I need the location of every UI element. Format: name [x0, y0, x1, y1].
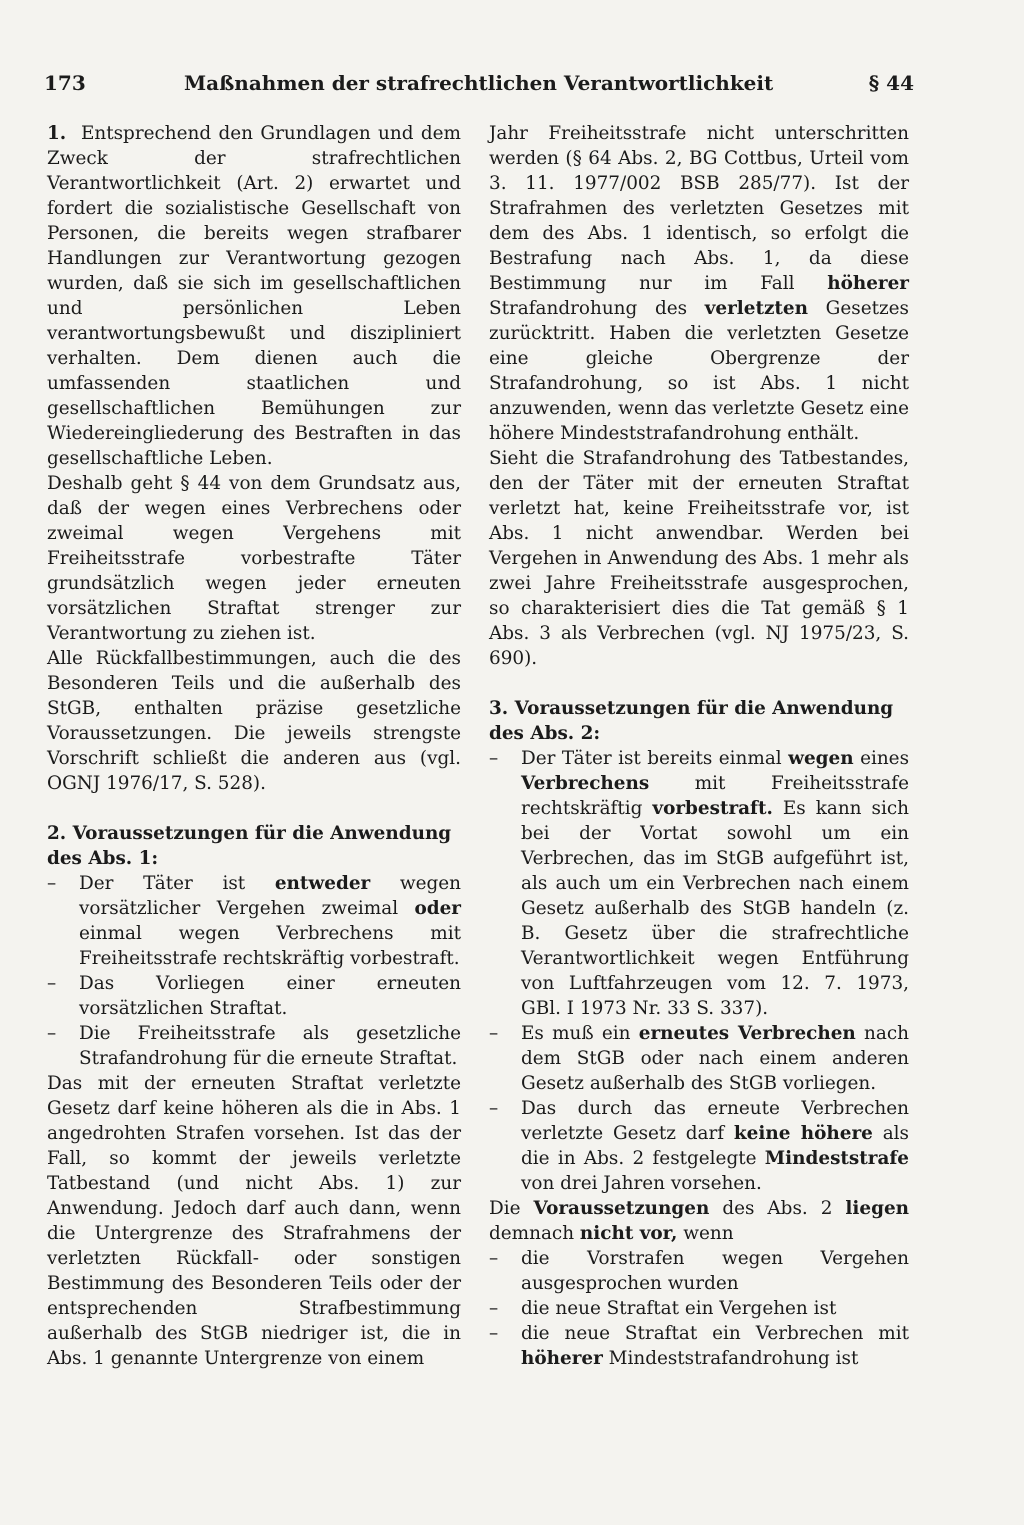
list-item: – Der Täter ist entweder wegen vorsätzlicher Vergehen zweimal oder einmal wegen Verbrechens mit Freiheitsstrafe rechtskräftig vorbestraft. [47, 873, 461, 969]
paragraph: Sieht die Strafandrohung des Tatbestandes, den der Täter mit der erneuten Straftat verletzt hat, keine Freiheitsstrafe vor, ist Abs. 1 nicht anwendbar. Werden bei Vergehen in Anwendung des Abs. 1 mehr als zwei Jahre Freiheitsstrafe ausgesprochen, so charakterisiert dies die Tat gemäß § 1 Abs. 3 als Verbrechen (vgl. NJ 1975/23, S. 690). [489, 448, 909, 669]
list-item: – Das Vorliegen einer erneuten vorsätzlichen Straftat. [47, 973, 461, 1019]
spacer [489, 671, 909, 696]
paragraph: Alle Rückfallbestimmungen, auch die des Besonderen Teils und die außerhalb des StGB, enthalten präzise gesetzliche Voraussetzungen. Die jeweils strengste Vorschrift schließt die anderen aus (vgl. OGNJ 1976/17, S. 528). [47, 648, 461, 794]
left-column [47, 121, 461, 1371]
list-item: – die Vorstrafen wegen Vergehen ausgesprochen wurden [489, 1248, 909, 1294]
running-title: Maßnahmen der strafrechtlichen Verantwortlichkeit [184, 71, 774, 95]
paragraph: Die Voraussetzungen des Abs. 2 liegen demnach nicht vor, wenn [489, 1198, 910, 1244]
section-marker: § 44 [868, 71, 914, 95]
paragraph: Jahr Freiheitsstrafe nicht unterschritten werden (§ 64 Abs. 2, BG Cottbus, Urteil vom 3. 11. 1977/002 BSB 285/77). Ist der Strafrahmen des verletzten Gesetzes mit dem des Abs. 1 identisch, so erfolgt die Bestrafung nach Abs. 1, da diese Bestimmung nur im Fall höherer Strafandrohung des verletzten Gesetzes zurücktritt. Haben die verletzten Gesetze eine gleiche Obergrenze der Strafandrohung, so ist Abs. 1 nicht anzuwenden, wenn das verletzte Gesetz eine höhere Mindeststrafandrohung enthält. [489, 123, 909, 444]
right-column [489, 121, 909, 1371]
list-item: – Der Täter ist bereits einmal wegen eines Verbrechens mit Freiheitsstrafe rechtskräftig vorbestraft. Es kann sich bei der Vortat sowohl um ein Verbrechen, das im StGB aufgeführt ist, als auch um ein Verbrechen nach einem Gesetz außerhalb des StGB handeln (z. B. Gesetz über die strafrechtliche Verantwortlichkeit wegen Entführung von Luftfahrzeugen vom 12. 7. 1973, GBl. I 1973 Nr. 33 S. 337). [489, 748, 910, 1019]
page-number: 173 [44, 71, 86, 95]
spacer [47, 796, 461, 821]
paragraph-number: 1. [47, 123, 67, 144]
paragraph-1: 1. Entsprechend den Grundlagen und dem Zweck der strafrechtlichen Verantwortlichkeit (Art. 2) erwartet und fordert die sozialistische Gesellschaft von Personen, die bereits wegen strafbarer Handlungen zur Verantwortung gezogen wurden, daß sie sich im gesellschaftlichen und persönlichen Leben verantwortungsbewußt und diszipliniert verhalten. Dem dienen auch die umfassenden staatlichen und gesellschaftlichen Bemühungen zur Wiedereingliederung des Bestraften in das gesellschaftliche Leben. [47, 123, 461, 469]
list-item: – die neue Straftat ein Vergehen ist [489, 1298, 837, 1319]
list-item: – Das durch das erneute Verbrechen verletzte Gesetz darf keine höhere als die in Abs. 2 festgelegte Mindeststrafe von drei Jahren vorsehen. [489, 1098, 909, 1194]
list-item: – Es muß ein erneutes Verbrechen nach dem StGB oder nach einem anderen Gesetz außerhalb des StGB vorliegen. [489, 1023, 909, 1094]
section-heading-3: 3. Voraussetzungen für die Anwendung des Abs. 2: [489, 698, 894, 744]
paragraph: Deshalb geht § 44 von dem Grundsatz aus, daß der wegen eines Verbrechens oder zweimal wegen Vergehens mit Freiheitsstrafe vorbestrafte Täter grundsätzlich wegen jeder erneuten vorsätzlichen Straftat strenger zur Verantwortung zu ziehen ist. [47, 473, 461, 644]
list-item: – Die Freiheitsstrafe als gesetzliche Strafandrohung für die erneute Straftat. [47, 1023, 461, 1069]
paragraph: Das mit der erneuten Straftat verletzte Gesetz darf keine höheren als die in Abs. 1 angedrohten Strafen vorsehen. Ist das der Fall, so kommt der jeweils verletzte Tatbestand (und nicht Abs. 1) zur Anwendung. Jedoch darf auch dann, wenn die Untergrenze des Strafrahmens der verletzten Rückfall- oder sonstigen Bestimmung des Besonderen Teils oder der entsprechenden Strafbestimmung außerhalb des StGB niedriger ist, die in Abs. 1 genannte Untergrenze von einem [47, 1073, 461, 1369]
section-heading-2: 2. Voraussetzungen für die Anwendung des Abs. 1: [47, 823, 452, 869]
list-item: – die neue Straftat ein Verbrechen mit höherer Mindeststrafandrohung ist [489, 1323, 909, 1369]
